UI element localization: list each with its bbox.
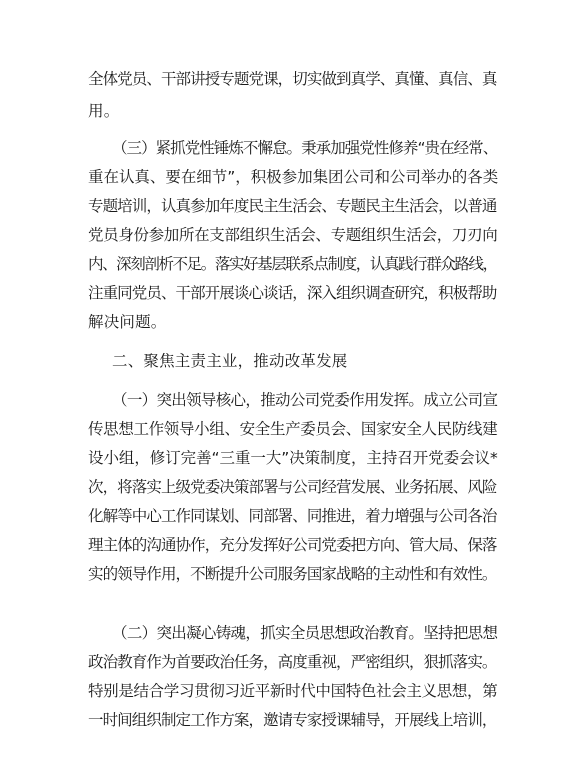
text-line: 设小组，修订完善“三重一大”决策制度，主持召开党委会议*: [88, 449, 498, 467]
text-line: 专题培训，认真参加年度民主生活会、专题民主生活会，以普通: [88, 197, 497, 215]
text-line: （一）突出领导核心，推动公司党委作用发挥。成立公司宣: [112, 391, 498, 409]
text-line: 化解等中心工作同谋划、同部署、同推进，着力增强与公司各治: [88, 507, 497, 525]
text-line: 用。: [88, 102, 120, 120]
text-line: 注重同党员、干部开展谈心谈话，深入组织调查研究，积极帮助: [88, 284, 497, 302]
section-heading: 二、聚焦主责主业，推动改革发展: [112, 352, 348, 370]
text-line: 党员身份参加所在支部组织生活会、专题组织生活会，刀刃向: [88, 226, 498, 244]
text-line: 内、深刻剖析不足。落实好基层联系点制度，认真践行群众路线，: [88, 255, 497, 273]
text-line: 实的领导作用，不断提升公司服务国家战略的主动性和有效性。: [88, 565, 497, 583]
text-line: 一时间组织制定工作方案，邀请专家授课辅导，开展线上培训，: [88, 711, 497, 729]
text-line: （二）突出凝心铸魂，抓实全员思想政治教育。坚持把思想: [112, 624, 498, 642]
text-line: 理主体的沟通协作，充分发挥好公司党委把方向、管大局、保落: [88, 536, 497, 554]
text-line: 传思想工作领导小组、安全生产委员会、国家安全人民防线建: [88, 420, 498, 438]
text-line: 政治教育作为首要政治任务，高度重视，严密组织，狠抓落实。: [88, 653, 497, 671]
text-line: 次，将落实上级党委决策部署与公司经营发展、业务拓展、风险: [88, 478, 497, 496]
text-line: 特别是结合学习贯彻习近平新时代中国特色社会主义思想，第: [88, 682, 498, 700]
text-line: 全体党员、干部讲授专题党课，切实做到真学、真懂、真信、真: [88, 70, 497, 88]
text-line: 重在认真、要在细节”，积极参加集团公司和公司举办的各类: [88, 168, 499, 186]
text-line: （三）紧抓党性锤炼不懈怠。秉承加强党性修养“贵在经常、: [112, 139, 498, 157]
text-line: 解决问题。: [88, 313, 167, 331]
